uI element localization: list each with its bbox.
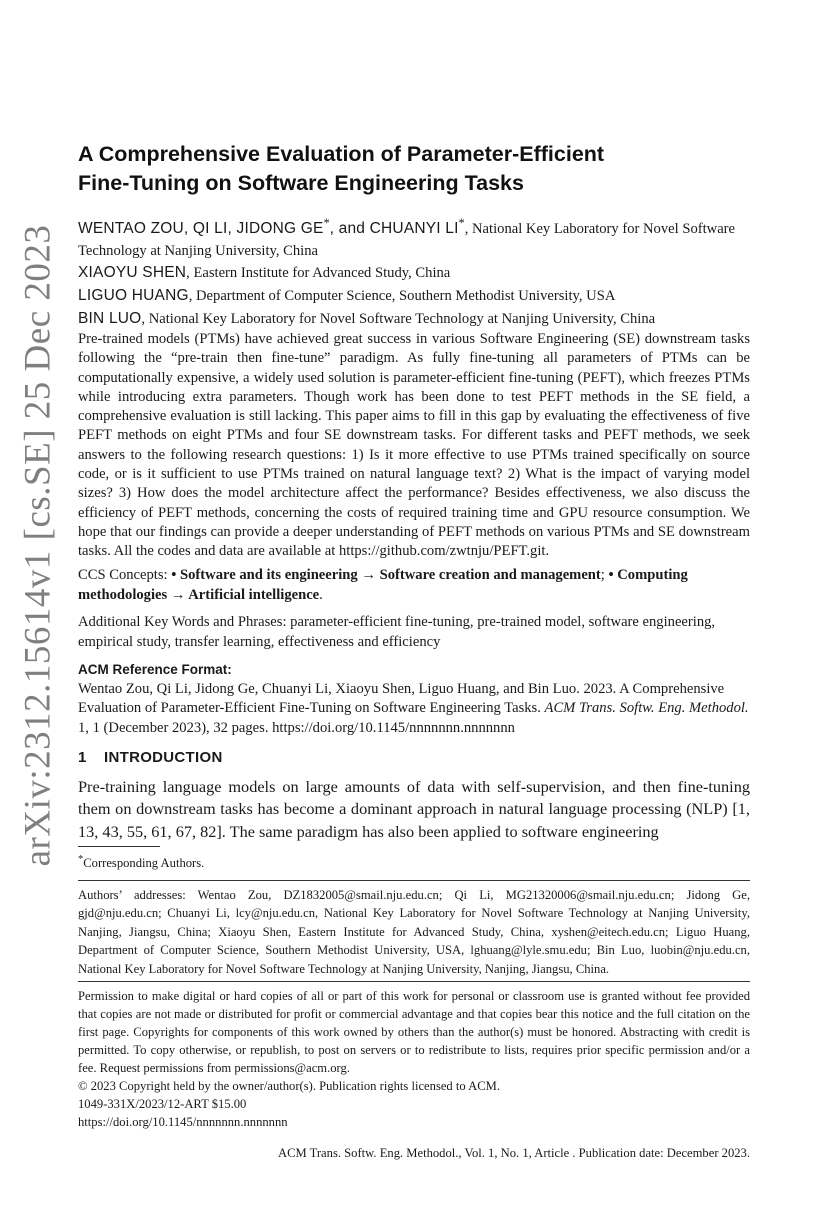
abstract: Pre-trained models (PTMs) have achieved great success in various Software Engineering (SE) downstream tasks following the “pre-train then fine-tune” paradigm. As fully fine-tuning all parameters of PTMs can be computationally expensive, a widely used solution is parameter-efficient fine-tuning (PEFT), which freezes PTMs while introducing extra parameters. Though work has been done to test PEFT methods in the SE field, a comprehensive evaluation is still lacking. This paper aims to fill in this gap by evaluating the effectiveness of five PEFT methods on eight PTMs and four SE downstream tasks. For different tasks and PEFT methods, we seek answers to the following research questions: 1) Is it more effective to use PTMs trained specifically on source code, or is it sufficient to use PTMs trained on natural language text? 2) What is the impact of varying model sizes? 3) How does the model architecture affect the performance? Besides effectiveness, we also discuss the efficiency of PEFT methods, concerning the costs of required training time and GPU resource consumption. We hope that our findings can provide a deeper understanding of PEFT methods on various PTMs and SE downstream tasks. All the codes and data are available at https://github.com/zwtnju/PEFT.git.: [78, 331, 750, 560]
acm-reference-text: [78, 680, 750, 739]
author-line: [78, 285, 750, 308]
title-line-2: Fine-Tuning on Software Engineering Tasks: [78, 171, 524, 195]
ccs-concepts: [78, 566, 750, 605]
author-names: , and CHUANYI LI: [329, 219, 459, 237]
acm-reference: [78, 660, 750, 738]
acm-reference-heading: ACM Reference Format:: [78, 662, 232, 677]
ccs-concept: Software and its engineering → Software creation and management: [180, 567, 601, 583]
divider: [78, 981, 750, 982]
author-line: [78, 262, 750, 285]
keywords: Additional Key Words and Phrases: parameter-efficient fine-tuning, pre-trained model, software engineering, empirical study, transfer learning, effectiveness and efficiency: [78, 614, 716, 650]
footnote-text: Corresponding Authors.: [83, 856, 205, 871]
ccs-bullet: •: [608, 567, 618, 583]
author-names: WENTAO ZOU, QI LI, JIDONG GE: [78, 219, 324, 237]
ccs-concept: Computing methodologies → Artificial intelligence: [78, 567, 688, 603]
permission-block: [78, 987, 750, 1131]
footnote: [78, 851, 204, 872]
author-addresses: Authors’ addresses: Wentao Zou, DZ1832005@smail.nju.edu.cn; Qi Li, MG21320006@smail.nju.edu.cn; Jidong Ge, gjd@nju.edu.cn; Chuanyi Li, lcy@nju.edu.cn, National Key Laboratory for Novel Software Technology at Nanjing University, Nanjing, Jiangsu, China; Xiaoyu Shen, Eastern Institute for Advanced Study, China, xyshen@eitech.edu.cn; Liguo Huang, Department of Computer Science, Southern Methodist University, USA, lghuang@lyle.smu.edu; Bin Luo, luobin@nju.edu.cn, National Key Laboratory for Novel Software Technology at Nanjing University, Nanjing, Jiangsu, China.: [78, 888, 750, 976]
issn-line: 1049-331X/2023/12-ART $15.00: [78, 1097, 247, 1111]
paper-title: [78, 140, 750, 198]
author-affiliation: , National Key Laboratory for Novel Software Technology at Nanjing University, China: [78, 220, 736, 259]
author-names: BIN LUO: [78, 310, 142, 328]
permission-text: Permission to make digital or hard copies of all or part of this work for personal or classroom use is granted without fee provided that copies are not made or distributed for profit or commercial advantage and that copies bear this notice and the full citation on the first page. Copyrights for components of this work owned by others than the author(s) must be honored. Abstracting with credit is permitted. To copy otherwise, or republish, to post on servers or to redistribute to lists, requires prior specific permission and/or a fee. Request permissions from permissions@acm.org.: [78, 989, 750, 1075]
intro-paragraph: Pre-training language models on large amounts of data with self-supervision, and then fine-tuning them on downstream tasks has become a dominant approach in natural language processing (NLP) [1, 13, 43, 55, 61, 67, 82]. The same paradigm has also been applied to software engineering: [78, 777, 750, 841]
author-affiliation: , National Key Laboratory for Novel Software Technology at Nanjing University, China: [141, 311, 656, 328]
footnote-mark: *: [78, 854, 84, 865]
title-line-1: A Comprehensive Evaluation of Parameter-Efficient: [78, 142, 605, 166]
reference-citation: Wentao Zou, Qi Li, Jidong Ge, Chuanyi Li, Xiaoyu Shen, Liguo Huang, and Bin Luo. 2023. A Comprehensive Evaluation of Parameter-Efficient Fine-Tuning on Software Engineering Tasks.: [78, 680, 725, 716]
author-line: [78, 213, 750, 262]
arxiv-side-stamp: [8, 224, 68, 866]
divider: [78, 880, 750, 881]
ccs-bullet: •: [171, 567, 181, 583]
author-affiliation: , Eastern Institute for Advanced Study, China: [186, 265, 451, 282]
section-number: 1: [78, 749, 87, 766]
reference-details: 1, 1 (December 2023), 32 pages. https://doi.org/10.1145/nnnnnnn.nnnnnnn: [78, 719, 515, 736]
corresponding-mark: *: [323, 216, 330, 230]
ccs-end: .: [319, 586, 323, 603]
section-heading: [78, 749, 223, 766]
section-title: INTRODUCTION: [104, 749, 223, 766]
copyright-line: © 2023 Copyright held by the owner/author(s). Publication rights licensed to ACM.: [78, 1079, 500, 1093]
author-affiliation: , Department of Computer Science, Southern Methodist University, USA: [188, 288, 616, 305]
ccs-label: CCS Concepts:: [78, 567, 172, 583]
author-list: [78, 213, 750, 331]
journal-name: ACM Trans. Softw. Eng. Methodol.: [544, 700, 749, 716]
running-footer: ACM Trans. Softw. Eng. Methodol., Vol. 1, No. 1, Article . Publication date: December 2023.: [278, 1146, 750, 1160]
author-line: [78, 308, 750, 331]
author-names: XIAOYU SHEN: [78, 264, 187, 282]
doi-line: https://doi.org/10.1145/nnnnnnn.nnnnnnn: [78, 1115, 288, 1129]
author-names: LIGUO HUANG: [78, 287, 189, 305]
ccs-separator: ;: [600, 567, 609, 583]
footnote-rule: [78, 846, 160, 847]
corresponding-mark: *: [458, 216, 465, 230]
arxiv-identifier: arXiv:2312.15614v1 [cs.SE] 25 Dec 2023: [17, 224, 59, 866]
